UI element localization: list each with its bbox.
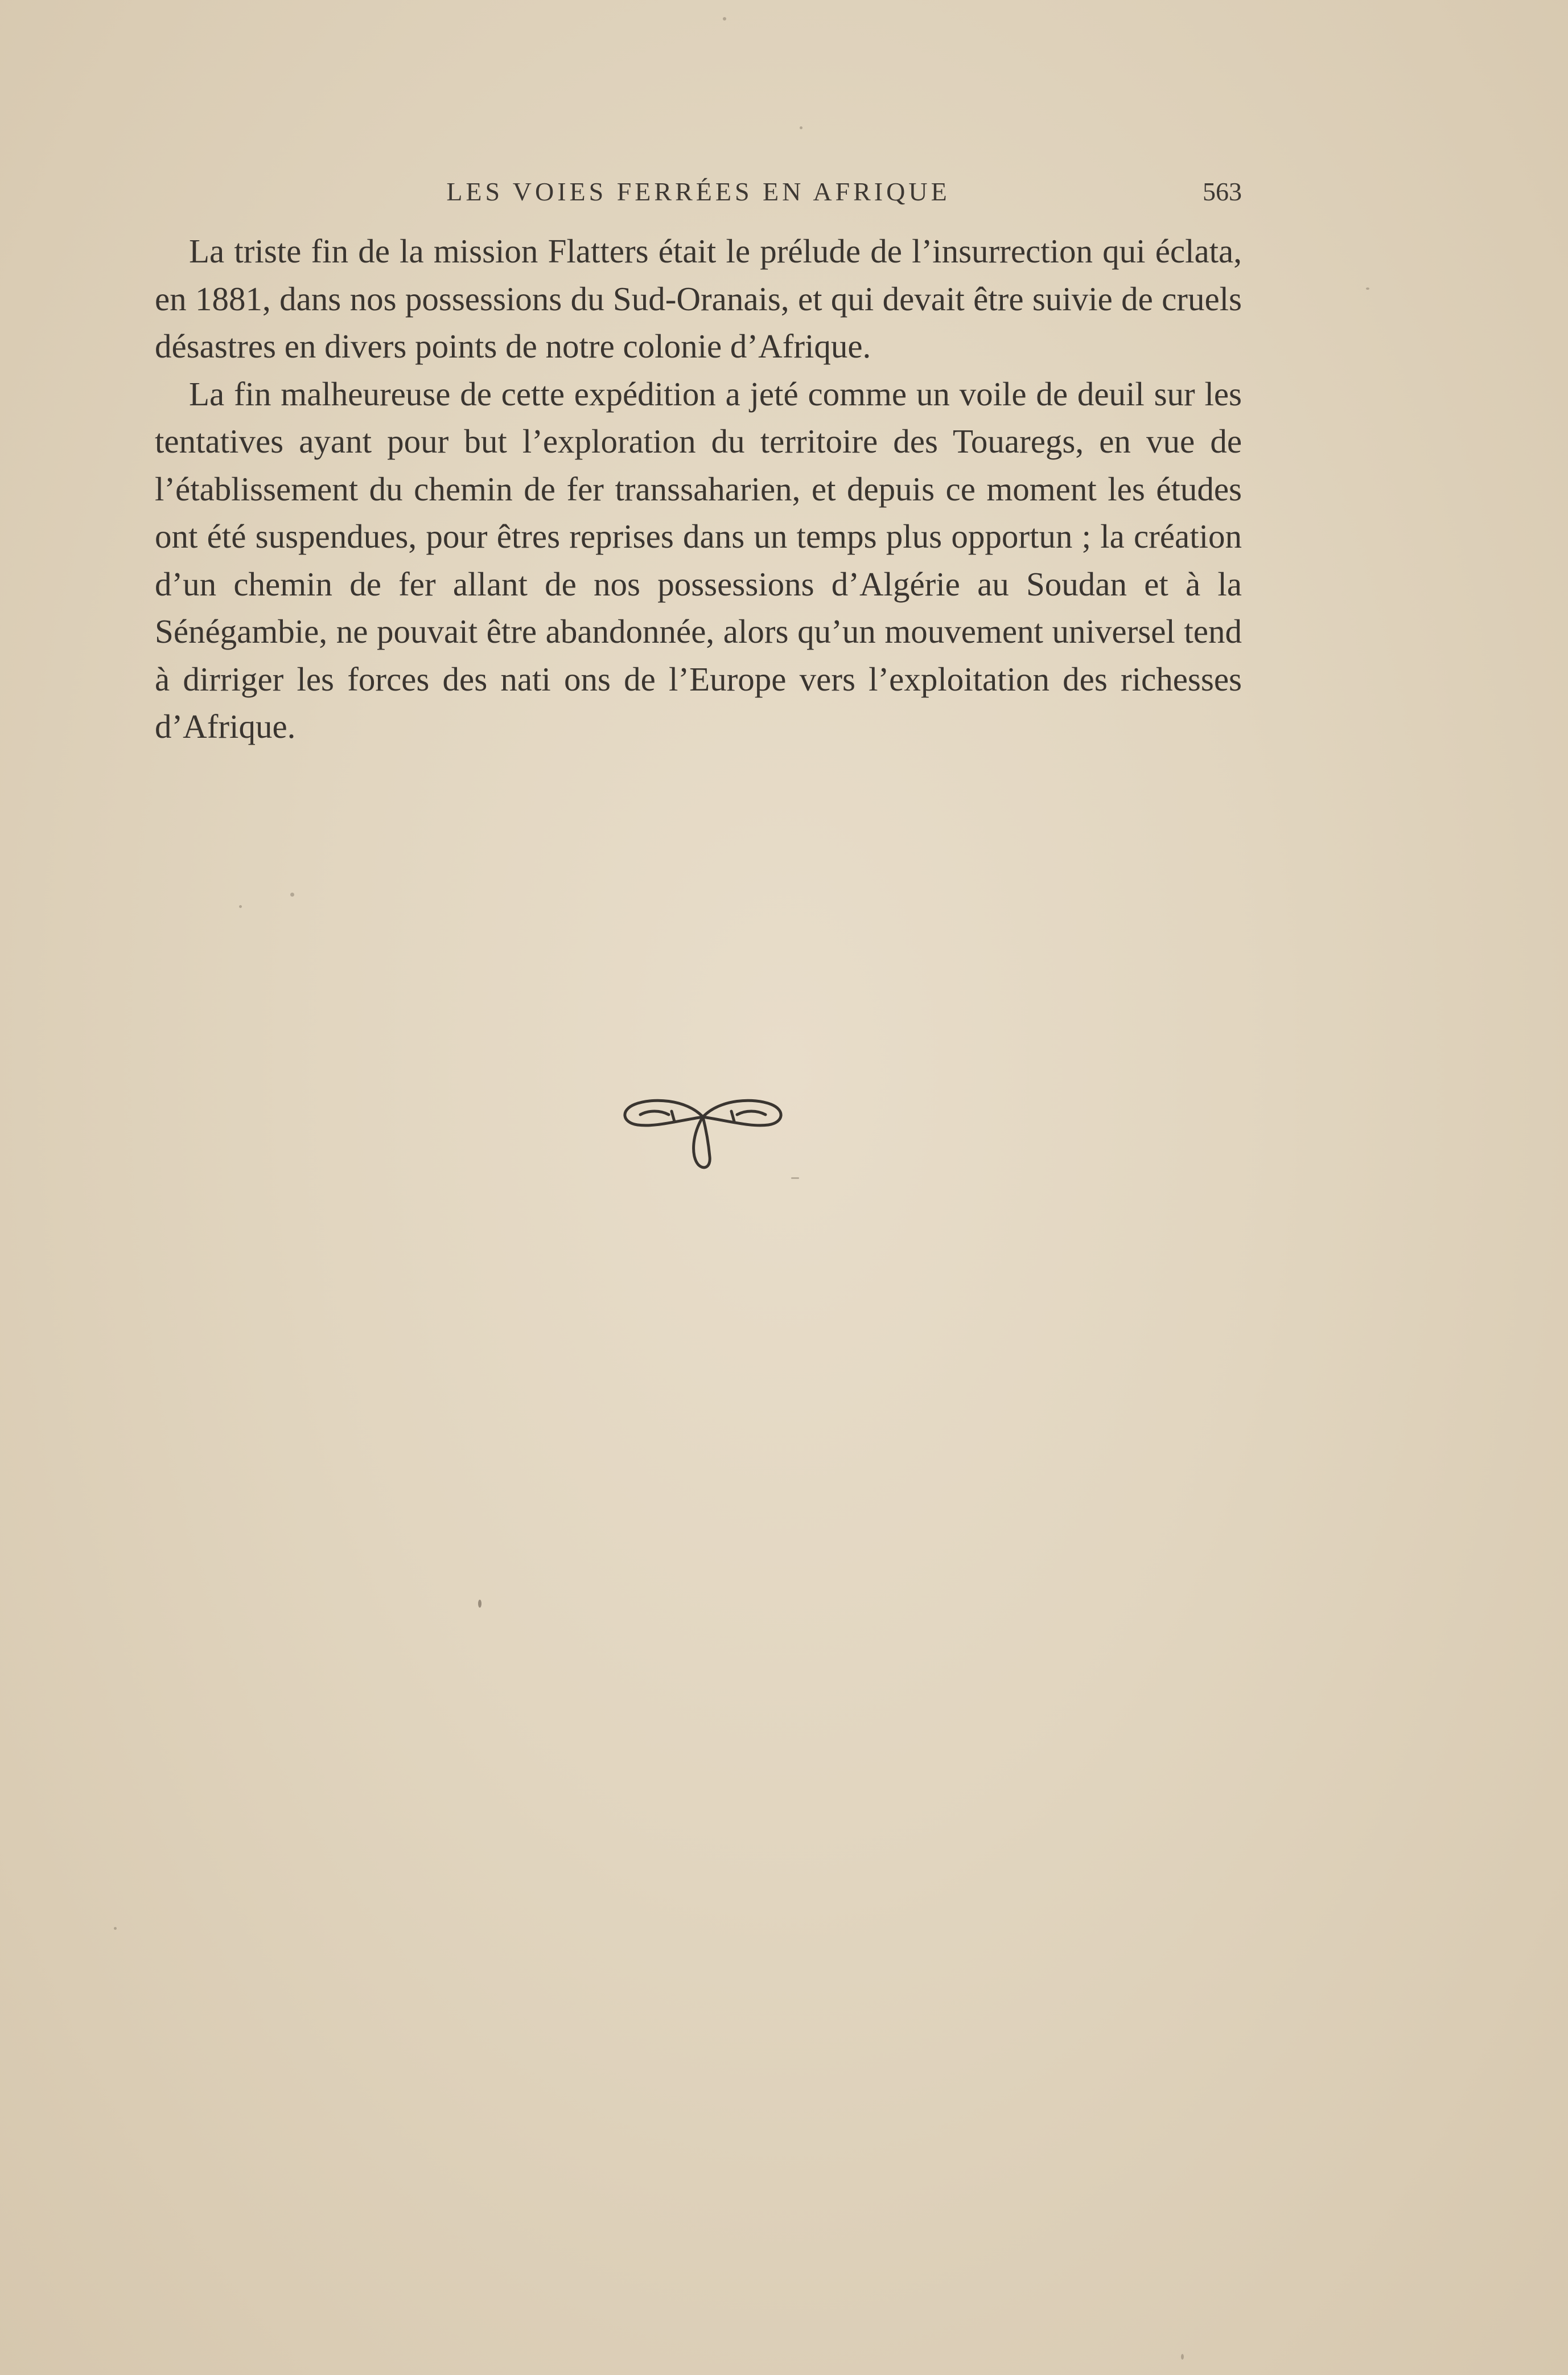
- tailpiece-flourish-icon: [618, 1082, 788, 1173]
- body-text: [155, 228, 1242, 751]
- paper-speck: [791, 1177, 799, 1179]
- paper-speck: [290, 893, 294, 897]
- paper-speck: [1181, 2354, 1184, 2360]
- paper-speck: [114, 1927, 117, 1930]
- running-head: [155, 171, 1242, 216]
- paper-speck: [1366, 287, 1369, 290]
- paragraph-1: La triste fin de la mission Flatters était le prélude de l’insurrection qui éclata, en 1881, dans nos possessions du Sud-Oranais, et qui devait être suivie de cruels désastres en divers points de notre colonie d’Afrique.: [155, 232, 1242, 365]
- paper-speck: [478, 1600, 481, 1608]
- paper-speck: [239, 905, 242, 908]
- paragraph-2: La fin malheureuse de cette expédition a jeté comme un voile de deuil sur les tentatives ayant pour but l’exploration du territoire des Touaregs, en vue de l’établissement du chemin de fer transsaharien, et depuis ce moment les études ont été suspendues, pour êtres reprises dans un temps plus opportun ; la création d’un chemin de fer allant de nos possessions d’Algérie au Soudan et à la Sénégambie, ne pouvait être abandonnée, alors qu’un mouvement universel tend à dirriger les forces des nati ons de l’Europe vers l’exploitation des richesses d’Afrique.: [155, 375, 1242, 745]
- page-number: 563: [1203, 177, 1242, 206]
- paper-speck: [800, 126, 802, 129]
- running-title: LES VOIES FERRÉES EN AFRIQUE: [446, 177, 950, 206]
- paper-speck: [723, 17, 726, 20]
